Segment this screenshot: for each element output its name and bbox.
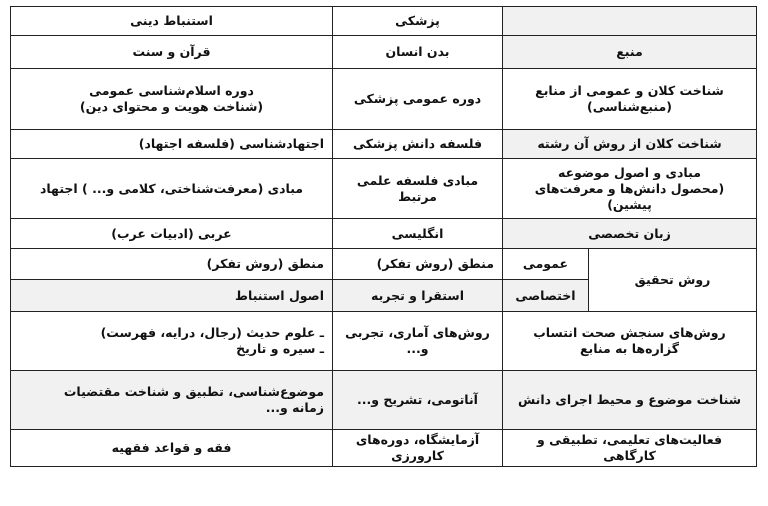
medicine-cell: مبادی فلسفه علمی مرتبط: [333, 159, 503, 219]
table-row: [11, 36, 757, 69]
table-row: [11, 371, 757, 430]
header-medicine-cell: پزشکی: [333, 7, 503, 36]
religious-cell: [11, 312, 333, 371]
cell-line: روش‌های آماری، تجربی: [345, 325, 490, 340]
religious-cell: عربی (ادبیات عرب): [11, 219, 333, 249]
table-row: [11, 159, 757, 219]
religious-cell: اصول استنباط: [11, 280, 333, 312]
row-label: زبان تخصصی: [503, 219, 757, 249]
religious-cell: اجتهادشناسی (فلسفه اجتهاد): [11, 130, 333, 159]
table-row: [11, 249, 757, 280]
row-label: منبع: [503, 36, 757, 69]
row-label: شناخت کلان از روش آن رشته: [503, 130, 757, 159]
comparison-table: [10, 6, 757, 467]
medicine-cell: آزمایشگاه، دوره‌های کارورزی: [333, 430, 503, 467]
cell-line: زمانه و...: [265, 400, 324, 415]
cell-line: ـ سیره و تاریخ: [236, 341, 324, 356]
header-religious-cell: استنباط دینی: [11, 7, 333, 36]
sub-label: اختصاصی: [503, 280, 589, 312]
medicine-cell: دوره عمومی پزشکی: [333, 69, 503, 130]
cell-line: و...: [406, 341, 429, 356]
row-label: روش‌های سنجش صحت انتساب گزاره‌ها به منابع: [503, 312, 757, 371]
religious-cell: فقه و قواعد فقهیه: [11, 430, 333, 467]
medicine-cell: بدن انسان: [333, 36, 503, 69]
cell-line: مبادی و اصول موضوعه: [558, 164, 701, 180]
medicine-cell: آناتومی، تشریح و...: [333, 371, 503, 430]
sub-label: عمومی: [503, 249, 589, 280]
religious-cell: منطق (روش تفکر): [11, 249, 333, 280]
cell-line: (شناخت هویت و محتوای دین): [79, 99, 264, 114]
table-row: [11, 69, 757, 130]
religious-cell: [11, 371, 333, 430]
research-method-label: روش تحقیق: [589, 249, 757, 312]
row-label: شناخت کلان و عمومی از منابع (منبع‌شناسی): [503, 69, 757, 130]
cell-line: ـ علوم حدیث (رجال، درایه، فهرست): [100, 325, 324, 340]
table-row: [11, 430, 757, 467]
header-empty-cell: [503, 7, 757, 36]
cell-line: موضوع‌شناسی، تطبیق و شناخت مقتضیات: [63, 384, 324, 399]
medicine-cell: استقرا و تجربه: [333, 280, 503, 312]
medicine-cell: [333, 312, 503, 371]
cell-line: دوره اسلام‌شناسی عمومی: [89, 83, 254, 98]
medicine-cell: فلسفه دانش پزشکی: [333, 130, 503, 159]
row-label: [503, 159, 757, 219]
religious-cell: مبادی (معرفت‌شناختی، کلامی و... ) اجتهاد: [11, 159, 333, 219]
table-row: [11, 219, 757, 249]
header-row: [11, 7, 757, 36]
religious-cell: [11, 69, 333, 130]
table-row: [11, 312, 757, 371]
row-label: شناخت موضوع و محیط اجرای دانش: [503, 371, 757, 430]
religious-cell: قرآن و سنت: [11, 36, 333, 69]
table-row: [11, 130, 757, 159]
cell-line: (محصول دانش‌ها و معرفت‌های پیشین): [534, 180, 725, 212]
medicine-cell: انگلیسی: [333, 219, 503, 249]
medicine-cell: منطق (روش تفکر): [333, 249, 503, 280]
row-label: فعالیت‌های تعلیمی، تطبیقی و کارگاهی: [503, 430, 757, 467]
